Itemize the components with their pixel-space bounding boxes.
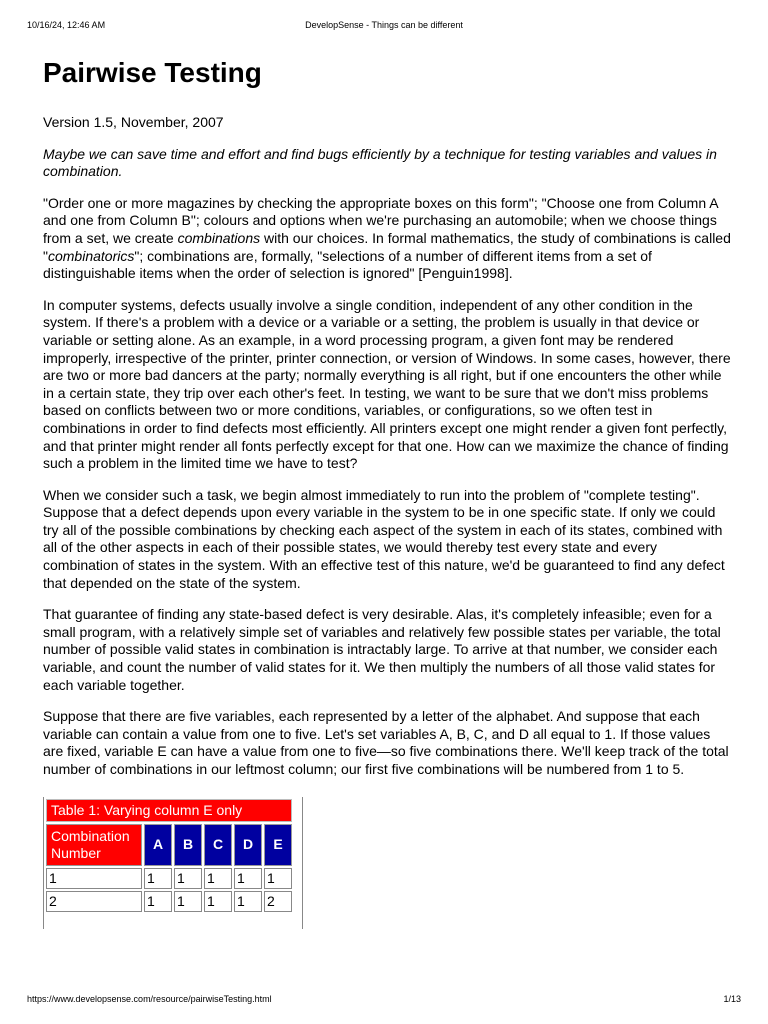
header-e: E xyxy=(264,824,292,866)
p1-text-e: "; combinations are, formally, "selections of a number of different items from a set of distinguishable items when the order of selection is ignored" [Penguin1998]. xyxy=(43,247,652,282)
paragraph-complete-testing: When we consider such a task, we begin almost immediately to run into the problem of "complete testing". Suppose that a defect depends upon every variable in the system to be in one specific state. If only we could try all of the possible combinations by checking each aspect of the system in each of its states, combined with all of the other aspects in each of their possible states, we would thereby test every state and every combination of states in the system. With an effective test of this nature, we'd be guaranteed to find any defect that depended on the state of the system. xyxy=(43,486,725,591)
table-cell: 2 xyxy=(46,891,142,912)
paragraph-combinations xyxy=(43,195,733,283)
print-footer xyxy=(27,994,741,1006)
table-1-caption: Table 1: Varying column E only xyxy=(46,799,292,822)
header-b: B xyxy=(174,824,202,866)
paragraph-five-variables: Suppose that there are five variables, each represented by a letter of the alphabet. And suppose that each variable can contain a value from one to five. Let's set variables A, B, C, and D all equal to 1. If those values are fixed, variable E can have a value from one to five—so five combinations there. We'll keep track of the total number of combinations in our leftmost column; our first five combinations will be numbered from 1 to 5. xyxy=(43,708,729,777)
p1-text-a: "Order one or more magazines by checking the appropriate boxes on this form"; "Choose one from Column A and one from Column B"; colours and options when we're purchasing an automobile; when we choose things from a set, we create xyxy=(43,194,718,246)
table-cell: 1 xyxy=(264,868,292,889)
table-cell: 1 xyxy=(174,891,202,912)
table-cell: 1 xyxy=(204,868,232,889)
table-cell: 1 xyxy=(234,891,262,912)
paragraph-guarantee: That guarantee of finding any state-based defect is very desirable. Alas, it's completely infeasible; even for a small program, with a relatively simple set of variables and relatively few possible states per variable, the total number of possible valid states in combination is intractably large. To arrive at that number, we consider each variable, and count the number of valid states for it. We then multiply the numbers of all those valid states for each variable together. xyxy=(43,606,721,693)
p1-text-c: with our choices. In formal mathematics, the study of combinations is called " xyxy=(43,229,731,264)
print-page-number: 1/13 xyxy=(723,994,741,1004)
header-a: A xyxy=(144,824,172,866)
table-row xyxy=(46,891,292,912)
table-1 xyxy=(44,797,294,914)
print-url: https://www.developsense.com/resource/pairwiseTesting.html xyxy=(27,994,272,1004)
p1-term-combinatorics: combinatorics xyxy=(47,247,135,264)
print-header xyxy=(27,20,741,32)
table-cell: 1 xyxy=(46,868,142,889)
table-cell: 1 xyxy=(144,868,172,889)
print-datetime: 10/16/24, 12:46 AM xyxy=(27,20,106,30)
table-cell: 1 xyxy=(144,891,172,912)
table-cell: 2 xyxy=(264,891,292,912)
p1-term-combinations: combinations xyxy=(177,229,261,246)
header-combination-number: Combination Number xyxy=(46,824,142,866)
header-c: C xyxy=(204,824,232,866)
table-cell: 1 xyxy=(234,868,262,889)
table-row xyxy=(46,868,292,889)
print-page-title: DevelopSense - Things can be different xyxy=(305,20,463,30)
document-body xyxy=(43,54,733,929)
header-d: D xyxy=(234,824,262,866)
paragraph-defects: In computer systems, defects usually involve a single condition, independent of any other condition in the system. If there's a problem with a device or a variable or a setting, the problem is usually in that device or variable or setting alone. As an example, in a word processing program, a given font may be rendered improperly, irrespective of the printer, printer connection, or version of Windows. In some cases, however, there are two or more bad dancers at the party; normally everything is all right, but if one encounters the other while in a certain state, they trip over each other's feet. In testing, we want to be sure that we don't miss problems based on conflicts between two or more conditions, variables, or configurations, so we often test in combinations in order to find defects most efficiently. All printers except one might render a given font perfectly, and that printer might render all fonts perfectly except for that one. How can we maximize the chance of finding such a problem in the limited time we have to test? xyxy=(43,296,731,472)
table-1-container xyxy=(43,797,303,929)
table-cell: 1 xyxy=(204,891,232,912)
page-title: Pairwise Testing xyxy=(43,57,262,88)
version-line: Version 1.5, November, 2007 xyxy=(43,114,224,130)
table-header-row xyxy=(46,824,292,866)
intro-paragraph: Maybe we can save time and effort and find bugs efficiently by a technique for testing variables and values in combination. xyxy=(43,145,717,180)
table-cell: 1 xyxy=(174,868,202,889)
